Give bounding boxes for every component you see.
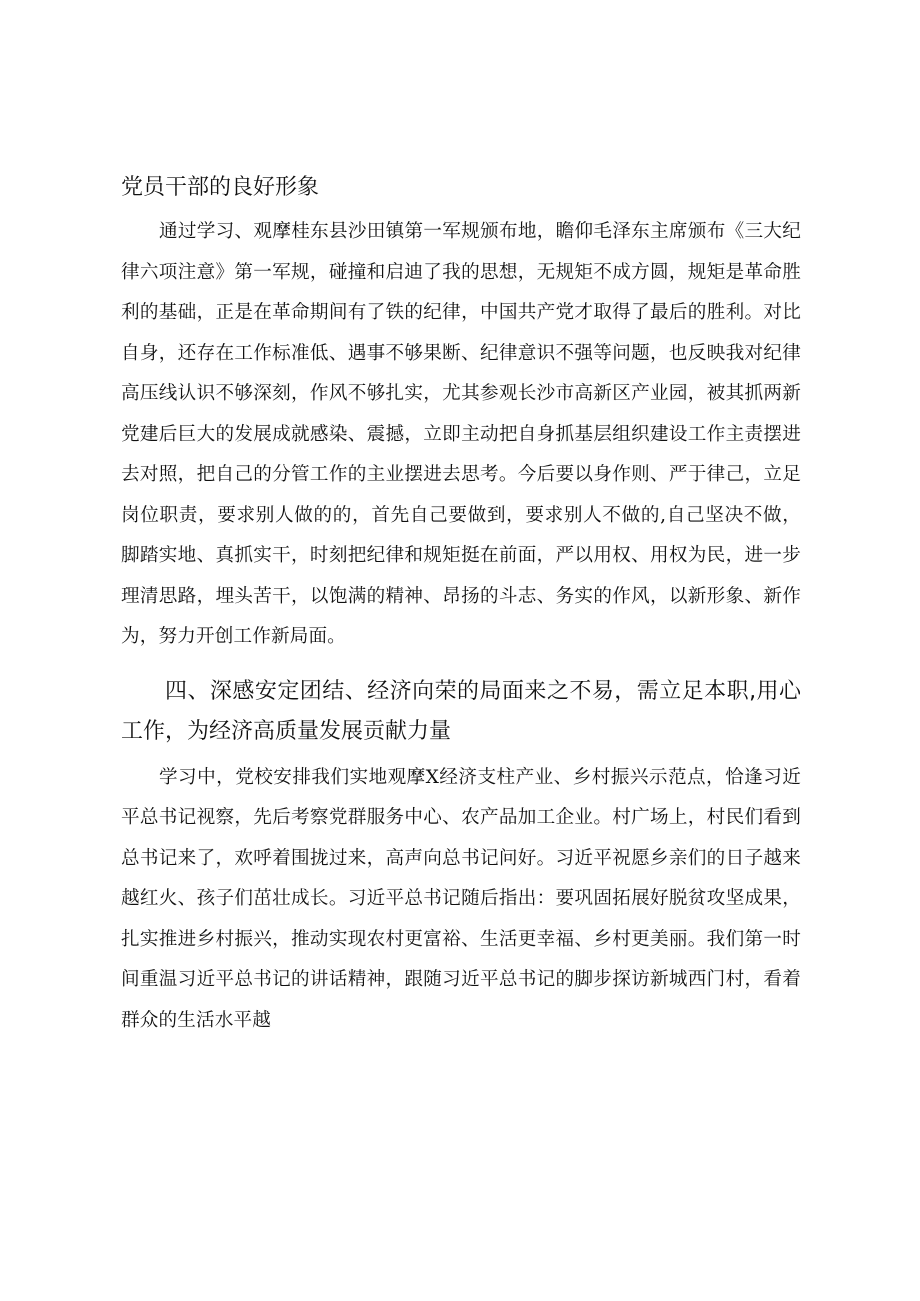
document-body bbox=[121, 165, 801, 1041]
paragraph-discipline: 通过学习、观摩桂东县沙田镇第一军规颁布地，瞻仰毛泽东主席颁布《三大纪律六项注意》第一军规，碰撞和启迪了我的思想，无规矩不成方圆，规矩是革命胜利的基础，正是在革命期间有了铁的纪律，中国共产党才取得了最后的胜利。对比自身，还存在工作标准低、遇事不够果断、纪律意识不强等问题，也反映我对纪律高压线认识不够深刻，作风不够扎实，尤其参观长沙市高新区产业园，被其抓两新党建后巨大的发展成就感染、震撼，立即主动把自身抓基层组织建设工作主责摆进去对照，把自己的分管工作的主业摆进去思考。今后要以身作则、严于律己，立足岗位职责，要求别人做的的，首先自己要做到，要求别人不做的,自己坚决不做，脚踏实地、真抓实干，时刻把纪律和规矩挺在前面，严以用权、用权为民，进一步理清思路，埋头苦干，以饱满的精神、昂扬的斗志、务实的作风，以新形象、新作为，努力开创工作新局面。 bbox=[121, 221, 801, 647]
section-heading-four: 四、深感安定团结、经济向荣的局面来之不易，需立足本职,用心工作，为经济高质量发展贡献力量 bbox=[121, 678, 801, 744]
continued-heading: 党员干部的良好形象 bbox=[121, 175, 320, 200]
paragraph-economy: 学习中，党校安排我们实地观摩X经济支柱产业、乡村振兴示范点，恰逢习近平总书记视察，先后考察党群服务中心、农产品加工企业。村广场上，村民们看到总书记来了，欢呼着围拢过来，高声向总书记问好。习近平祝愿乡亲们的日子越来越红火、孩子们茁壮成长。习近平总书记随后指出：要巩固拓展好脱贫攻坚成果，扎实推进乡村振兴，推动实现农村更富裕、生活更幸福、乡村更美丽。我们第一时间重温习近平总书记的讲话精神，跟随习近平总书记的脚步探访新城西门村，看着群众的生活水平越 bbox=[121, 766, 801, 1031]
